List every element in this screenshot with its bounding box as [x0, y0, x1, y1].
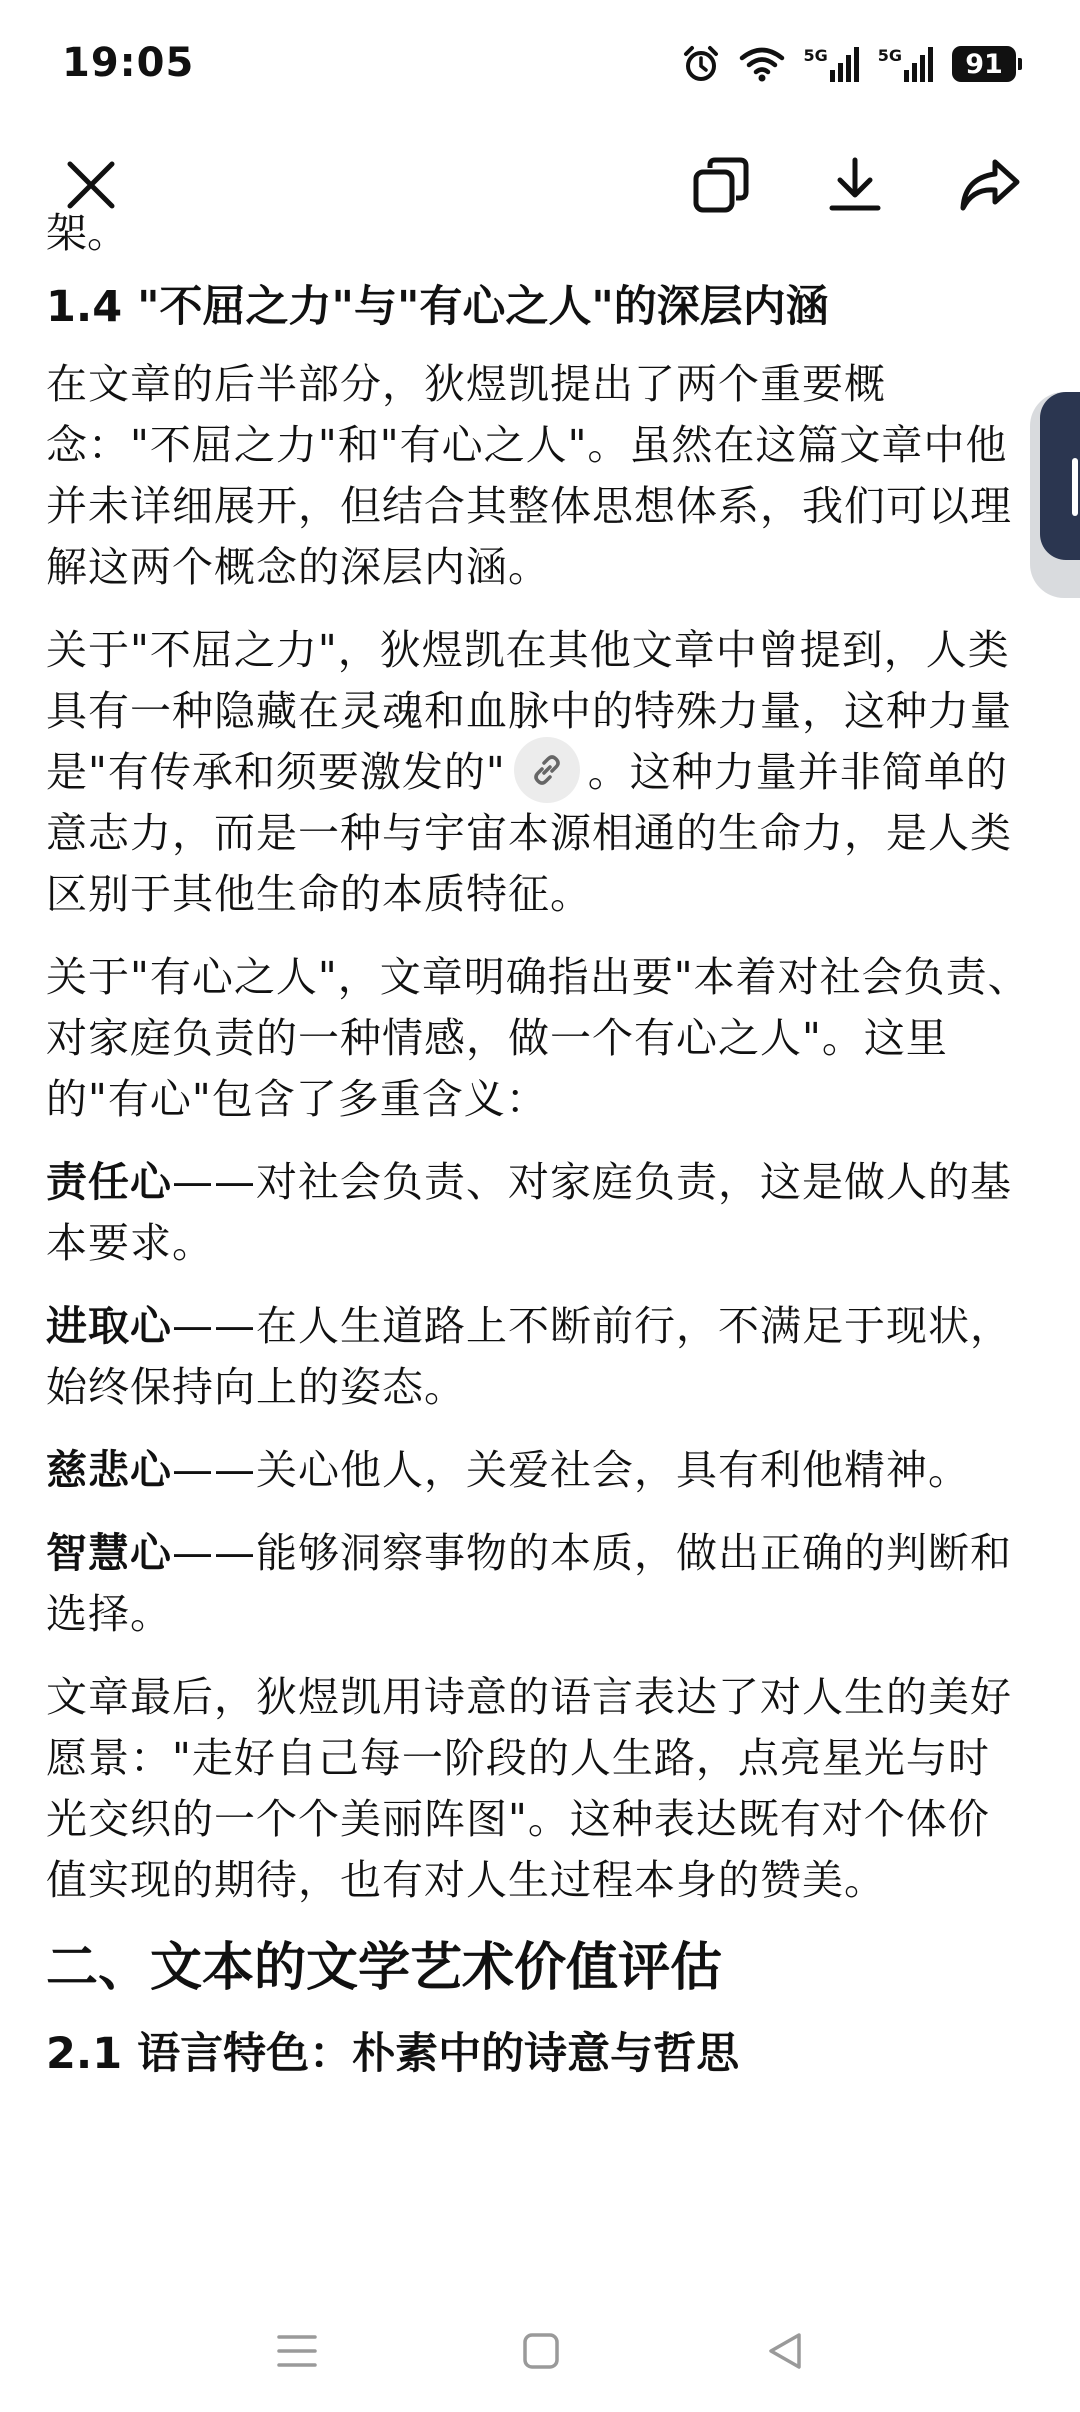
battery-indicator: 91 [952, 46, 1016, 82]
signal-5g-icon: 5G [803, 46, 859, 82]
menu-icon [277, 2331, 317, 2371]
scroll-handle[interactable] [1030, 392, 1080, 598]
paragraph: 文章最后，狄煜凯用诗意的语言表达了对人生的美好愿景："走好自己每一阶段的人生路，点亮星光与时光交织的一个个美丽阵图"。这种表达既有对个体价值实现的期待，也有对人生过程本身的赞美。 [46, 1673, 1012, 1904]
home-button[interactable] [506, 2316, 576, 2386]
list-item: 责任心——对社会负责、对家庭负责，这是做人的基本要求。 [46, 1158, 1012, 1267]
home-icon [521, 2331, 561, 2371]
list-item: 智慧心——能够洞察事物的本质，做出正确的判断和选择。 [46, 1529, 1012, 1638]
menu-button[interactable] [262, 2316, 332, 2386]
copy-icon [692, 156, 750, 214]
list-item: 进取心——在人生道路上不断前行，不满足于现状，始终保持向上的姿态。 [46, 1302, 1012, 1411]
signal-5g-icon: 5G [878, 46, 934, 82]
download-icon [826, 156, 884, 214]
section-title-2: 二、文本的文学艺术价值评估 [46, 1938, 723, 1998]
article-content [46, 210, 1030, 2101]
back-button[interactable] [750, 2316, 820, 2386]
paragraph: 关于"不屈之力"，狄煜凯在其他文章中曾提到，人类具有一种隐藏在灵魂和血脉中的特殊力量，这种力量是"有传承和须要激发的" 。这种力量并非简单的意志力，而是一种与宇宙本源相通的生命力，是人类区别于其他生命的本质特征。 [46, 626, 1012, 918]
wifi-icon [739, 46, 785, 82]
status-bar [0, 0, 1080, 130]
share-icon [959, 156, 1021, 214]
back-icon [765, 2331, 805, 2371]
source-link-button[interactable] [514, 737, 580, 803]
link-icon [530, 753, 564, 787]
close-icon [64, 158, 118, 212]
status-icons [681, 44, 1016, 84]
list-item: 慈悲心——关心他人，关爱社会，具有利他精神。 [46, 1446, 970, 1494]
partial-paragraph: 架。 [46, 210, 128, 256]
section-title-2-1: 2.1 语言特色：朴素中的诗意与哲思 [46, 2029, 740, 2079]
alarm-icon [681, 44, 721, 84]
paragraph: 在文章的后半部分，狄煜凯提出了两个重要概念："不屈之力"和"有心之人"。虽然在这篇文章中他并未详细展开，但结合其整体思想体系，我们可以理解这两个概念的深层内涵。 [46, 360, 1012, 591]
paragraph: 关于"有心之人"，文章明确指出要"本着对社会负责、对家庭负责的一种情感，做一个有心之人"。这里的"有心"包含了多重含义： [46, 953, 1030, 1123]
status-time: 19:05 [62, 40, 195, 86]
section-title-1-4: 1.4 "不屈之力"与"有心之人"的深层内涵 [46, 282, 829, 332]
system-nav-bar [0, 2292, 1080, 2412]
